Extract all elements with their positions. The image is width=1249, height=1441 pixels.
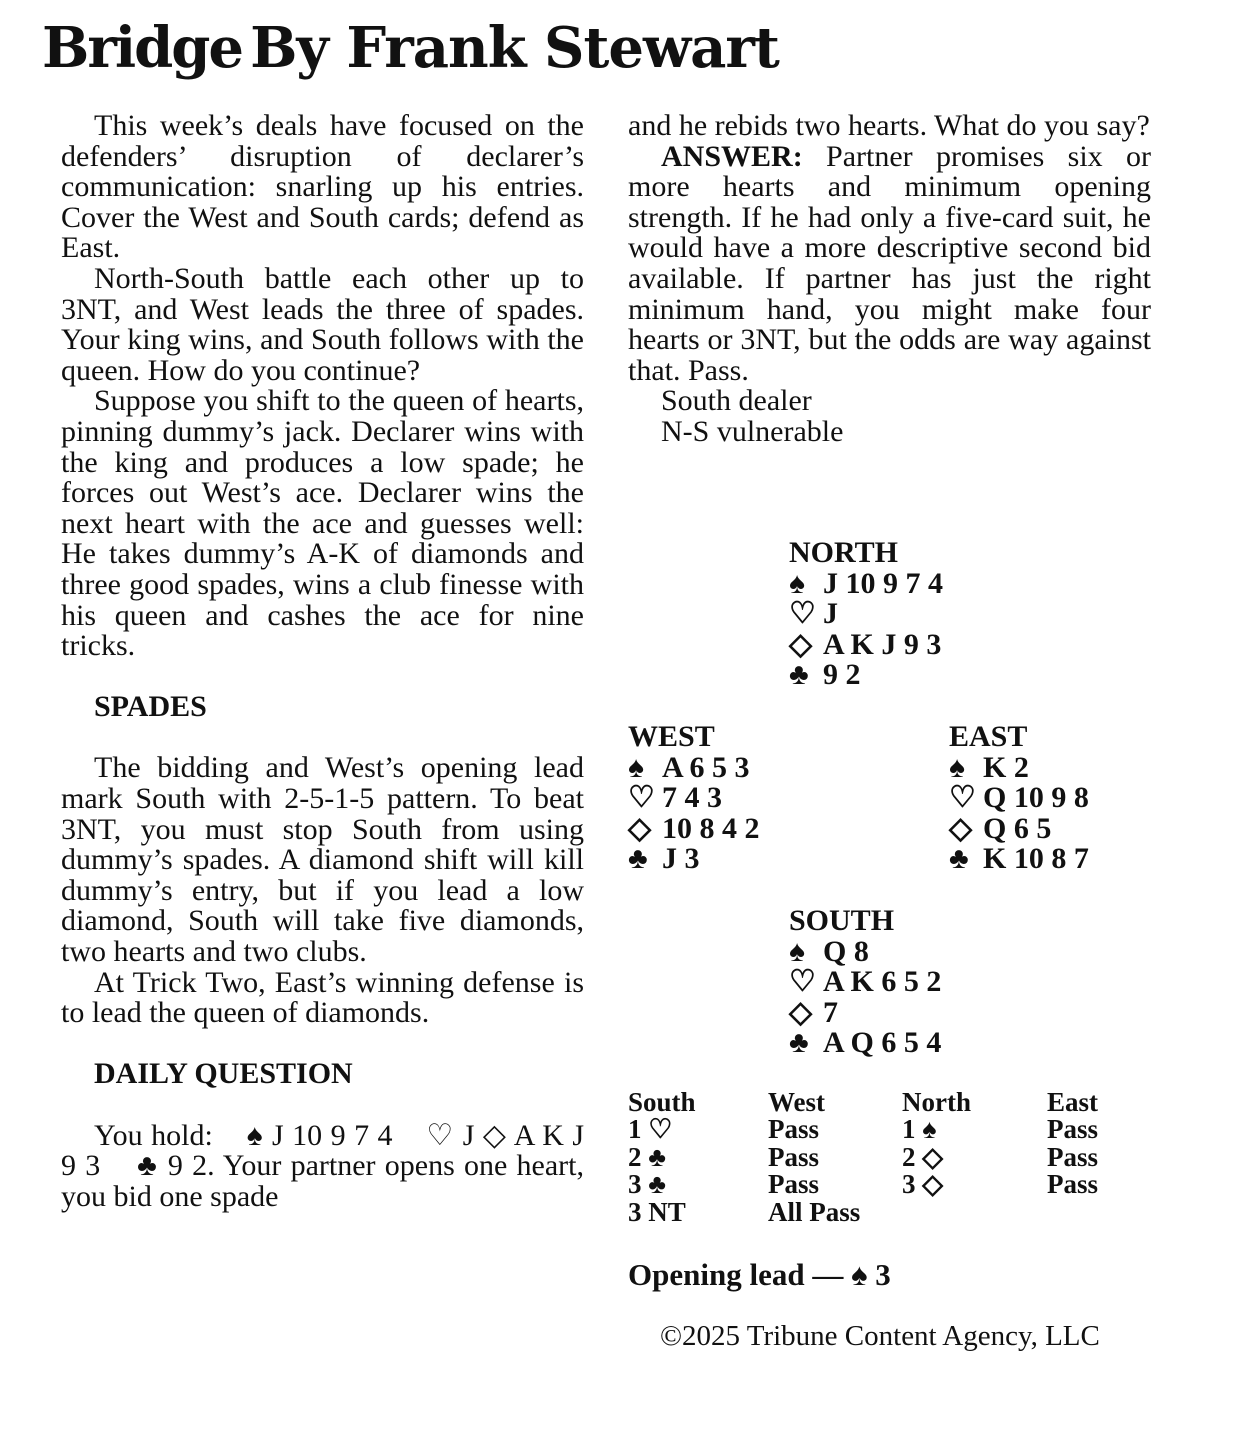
left-column — [61, 111, 584, 1212]
bid-cell — [1047, 1199, 1187, 1226]
club-icon: ♣ — [628, 842, 648, 876]
south-hand — [789, 906, 941, 1059]
question-spades: J 10 9 7 4 — [272, 1118, 393, 1152]
heart-icon: ♡ — [628, 781, 655, 815]
club-icon: ♣ — [789, 1026, 809, 1060]
question-diamonds: A K J 9 3 — [61, 1118, 585, 1183]
bidding-header: North — [902, 1087, 971, 1117]
hand-label: SOUTH — [789, 904, 895, 937]
hand-diamonds: A K J 9 3 — [823, 627, 942, 661]
hand-hearts: J — [823, 597, 838, 631]
paragraph-3: Suppose you shift to the queen of hearts, pinning dummy’s jack. Declarer wins with the king and produces a low spade; he forces out West’s ace. Declarer wins the next heart with the ace and guesses well: He takes dummy’s A-K of diamonds and three good spades, wins a club finesse with his queen and cashes the ace for nine tricks. — [61, 384, 584, 663]
bid-cell: Pass — [1047, 1141, 1099, 1172]
hand-label: EAST — [949, 720, 1028, 753]
section-heading-daily-question: DAILY QUESTION — [94, 1057, 353, 1091]
heart-icon: ♡ — [789, 597, 816, 631]
bidding-row — [628, 1171, 1187, 1198]
title-bridge: Bridge — [42, 15, 243, 81]
bidding-row — [628, 1141, 1187, 1172]
hand-hearts: A K 6 5 2 — [823, 965, 942, 999]
paragraph-5: At Trick Two, East’s winning defense is to lead the queen of diamonds. — [61, 965, 584, 1030]
bid-cell — [902, 1199, 1047, 1226]
spade-icon: ♠ — [246, 1118, 264, 1152]
hand-spades: A 6 5 3 — [662, 750, 750, 784]
hand-hearts: Q 10 9 8 — [983, 781, 1089, 815]
bid-cell: 3 ♣ — [628, 1169, 666, 1200]
bidding-header: West — [768, 1087, 825, 1117]
bid-cell: All Pass — [768, 1196, 861, 1227]
page-title — [42, 15, 779, 81]
question-clubs: 9 2. — [167, 1149, 215, 1183]
heart-icon: ♡ — [949, 781, 976, 815]
club-icon: ♣ — [137, 1149, 159, 1183]
dealer-info: South dealer — [661, 384, 812, 418]
byline: By Frank Stewart — [250, 15, 779, 81]
hand-diamonds: 10 8 4 2 — [662, 811, 760, 845]
hand-label: NORTH — [789, 536, 898, 569]
hand-spades: K 2 — [983, 750, 1029, 784]
spade-icon: ♠ — [789, 566, 805, 600]
hand-clubs: A Q 6 5 4 — [823, 1026, 942, 1060]
east-hand — [949, 722, 1089, 875]
club-icon: ♣ — [949, 842, 969, 876]
diamond-icon: ◇ — [949, 811, 973, 845]
north-hand — [789, 538, 943, 691]
bid-cell: Pass — [768, 1169, 820, 1200]
opening-lead: Opening lead — ♠ 3 — [628, 1257, 891, 1292]
bidding-header: East — [1047, 1087, 1099, 1117]
bid-cell: Pass — [768, 1141, 820, 1172]
section-heading-spades: SPADES — [94, 690, 207, 724]
bid-cell: 3 NT — [628, 1196, 686, 1227]
bid-cell: Pass — [1047, 1114, 1099, 1145]
question-paragraph — [61, 1118, 585, 1213]
diamond-icon: ◇ — [789, 995, 813, 1029]
hand-spades: J 10 9 7 4 — [823, 566, 943, 600]
hand-clubs: J 3 — [662, 842, 700, 876]
hand-hearts: 7 4 3 — [662, 781, 722, 815]
bid-cell: 3 ◇ — [902, 1169, 944, 1200]
hand-diamonds: 7 — [823, 995, 838, 1029]
club-icon: ♣ — [789, 658, 809, 692]
diamond-icon: ◇ — [482, 1118, 507, 1152]
answer-paragraph — [628, 139, 1151, 387]
bidding-row — [628, 1196, 1187, 1227]
bid-cell: 1 ♠ — [902, 1114, 937, 1145]
question-hearts: J — [462, 1118, 475, 1152]
right-column — [628, 111, 1151, 448]
hand-label: WEST — [628, 720, 715, 753]
heart-icon: ♡ — [426, 1118, 455, 1152]
vulnerability-info: N-S vulnerable — [661, 414, 844, 448]
hand-clubs: 9 2 — [823, 658, 861, 692]
copyright: ©2025 Tribune Content Agency, LLC — [660, 1320, 1100, 1352]
bid-cell: Pass — [768, 1114, 820, 1145]
spade-icon: ♠ — [789, 934, 805, 968]
hand-spades: Q 8 — [823, 934, 869, 968]
diamond-icon: ◇ — [628, 811, 652, 845]
question-rest: Your partner opens one heart, you bid one spade — [61, 1149, 584, 1213]
paragraph-1: This week’s deals have focused on the defenders’ disruption of declarer’s communication: snarling up his entries. Cover the West and South cards; defend as East. — [61, 109, 584, 265]
paragraph-4: The bidding and West’s opening lead mark South with 2-5-1-5 pattern. To beat 3NT, you must stop South from using dummy’s spades. A diamond shift will kill dummy’s entry, but if you lead a low diamond, South will take five diamonds, two hearts and two clubs. — [61, 751, 584, 969]
hand-diamonds: Q 6 5 — [983, 811, 1052, 845]
answer-text: Partner promises six or more hearts and minimum opening strength. If he had only a five-card suit, he would have a more descriptive second bid available. If partner has just the right minimum hand, you might make four hearts or 3NT, but the odds are way against that. Pass. — [628, 139, 1151, 387]
bidding-header-row — [628, 1089, 1187, 1116]
bidding-row — [628, 1116, 1187, 1143]
question-intro: You hold: — [94, 1118, 213, 1152]
spade-icon: ♠ — [628, 750, 644, 784]
bid-cell: 2 ♣ — [628, 1141, 666, 1172]
bidding-header: South — [628, 1087, 696, 1117]
question-continued: and he rebids two hearts. What do you say? — [628, 109, 1150, 142]
heart-icon: ♡ — [789, 965, 816, 999]
diamond-icon: ◇ — [789, 627, 813, 661]
spade-icon: ♠ — [949, 750, 965, 784]
west-hand — [628, 722, 760, 875]
paragraph-2: North-South battle each other up to 3NT, and West leads the three of spades. Your king wins, and South follows with the queen. How do you continue? — [61, 261, 584, 387]
answer-label: ANSWER: — [661, 139, 803, 173]
bid-cell: 1 ♡ — [628, 1114, 673, 1145]
bid-cell: 2 ◇ — [902, 1141, 944, 1172]
hand-clubs: K 10 8 7 — [983, 842, 1089, 876]
bid-cell: Pass — [1047, 1169, 1099, 1200]
bidding-table — [628, 1089, 1187, 1226]
